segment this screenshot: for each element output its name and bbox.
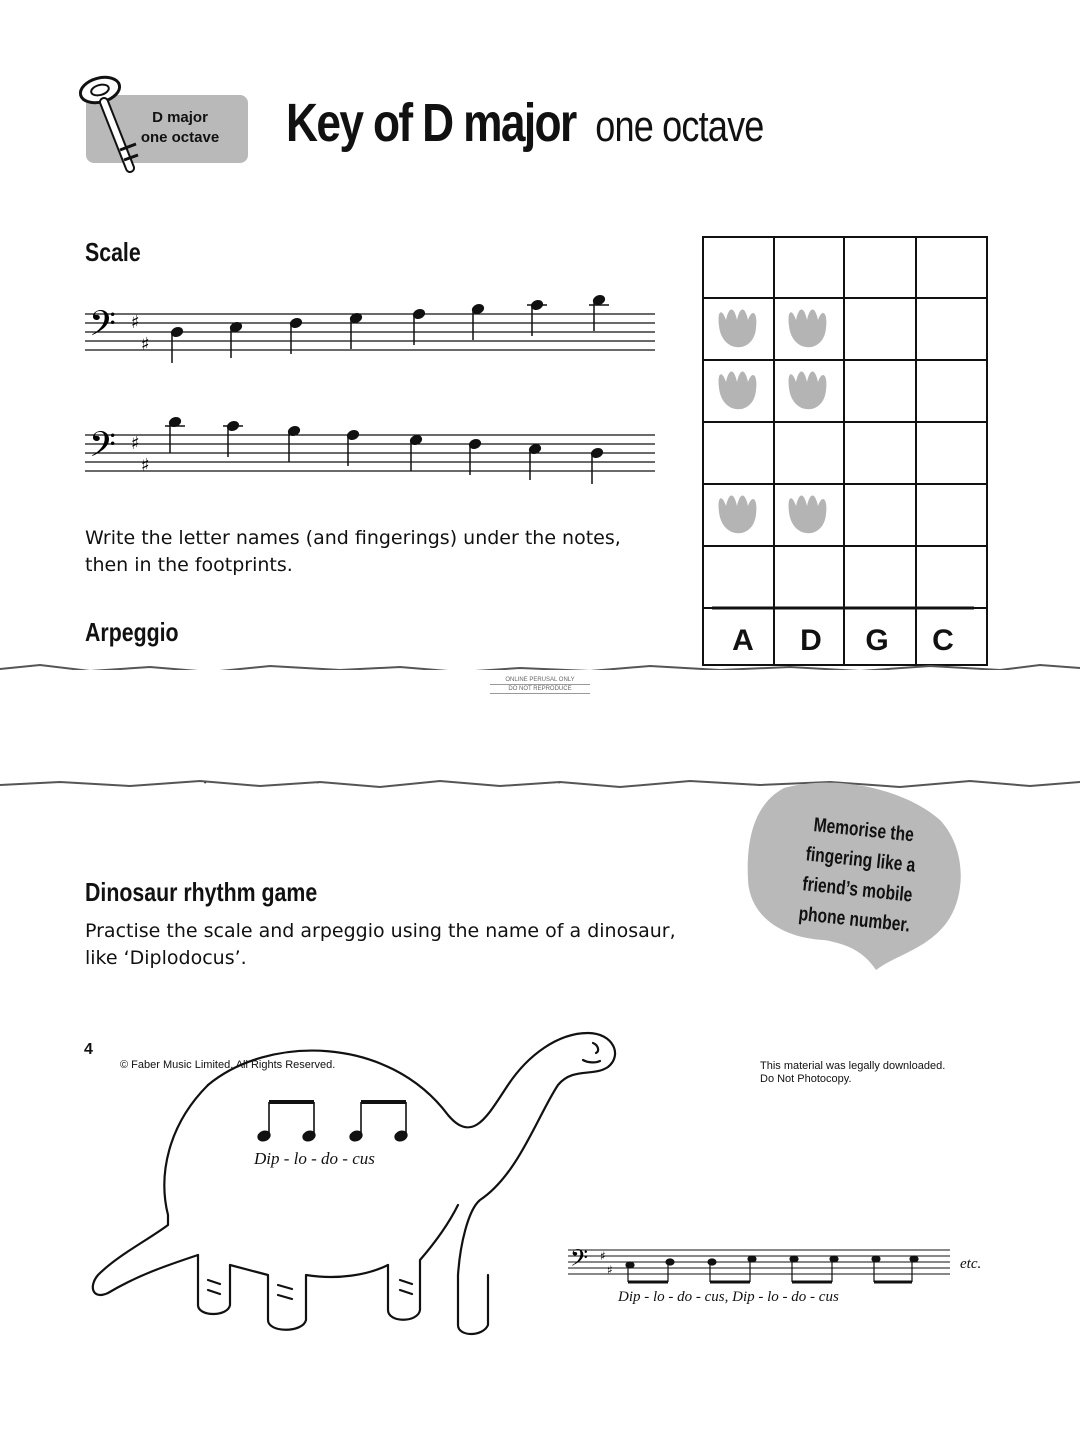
sharp-icon: ♯ bbox=[141, 334, 150, 355]
dino-rhythm-lyric: Dip - lo - do - cus bbox=[254, 1149, 375, 1168]
scale-instructions: Write the letter names (and fingerings) under the notes, then in the footprints. bbox=[85, 527, 621, 576]
dinosaur-illustration bbox=[88, 1025, 628, 1345]
page-title: Key of D major one octave bbox=[286, 93, 764, 153]
rhythm-etc: etc. bbox=[960, 1256, 982, 1272]
string-label-g: G bbox=[865, 624, 889, 657]
sharp-icon: ♯ bbox=[141, 455, 150, 476]
string-label-a: A bbox=[732, 624, 754, 657]
sharp-icon: ♯ bbox=[131, 433, 140, 454]
arpeggio-heading: Arpeggio bbox=[85, 617, 179, 647]
bass-clef-icon: 𝄢 bbox=[89, 303, 117, 352]
perusal-notice: ONLINE PERUSAL ONLY DO NOT REPRODUCE bbox=[490, 676, 590, 694]
sharp-icon: ♯ bbox=[600, 1249, 606, 1263]
sharp-icon: ♯ bbox=[607, 1263, 613, 1277]
dino-instructions: Practise the scale and arpeggio using the name of a dinosaur, like ‘Diplodocus’. bbox=[85, 920, 676, 969]
page-subtitle: one octave bbox=[595, 102, 764, 151]
page-number: 4 bbox=[84, 1041, 93, 1058]
scale-staff-descending bbox=[85, 405, 660, 495]
string-label-d: D bbox=[800, 624, 822, 657]
key-badge-label: D major one octave bbox=[140, 109, 220, 146]
rhythm-staff bbox=[568, 1240, 958, 1290]
tip-bubble-text: Memorise the fingering like a friend’s mobile phone number. bbox=[797, 814, 917, 937]
bass-clef-icon: 𝄢 bbox=[570, 1244, 589, 1277]
dino-heading: Dinosaur rhythm game bbox=[85, 877, 318, 907]
string-label-c: C bbox=[932, 624, 954, 657]
sharp-icon: ♯ bbox=[131, 312, 140, 333]
scale-heading: Scale bbox=[85, 237, 141, 267]
rhythm-staff-lyric: Dip - lo - do - cus, Dip - lo - do - cus bbox=[618, 1289, 839, 1305]
scale-staff-ascending bbox=[85, 290, 660, 370]
bass-clef-icon: 𝄢 bbox=[89, 424, 117, 473]
copyright: © Faber Music Limited. All Rights Reserved. bbox=[120, 1059, 336, 1071]
footprint-fretboard bbox=[702, 236, 988, 666]
legal-notice: This material was legally downloaded. Do Not Photocopy. bbox=[760, 1060, 946, 1085]
